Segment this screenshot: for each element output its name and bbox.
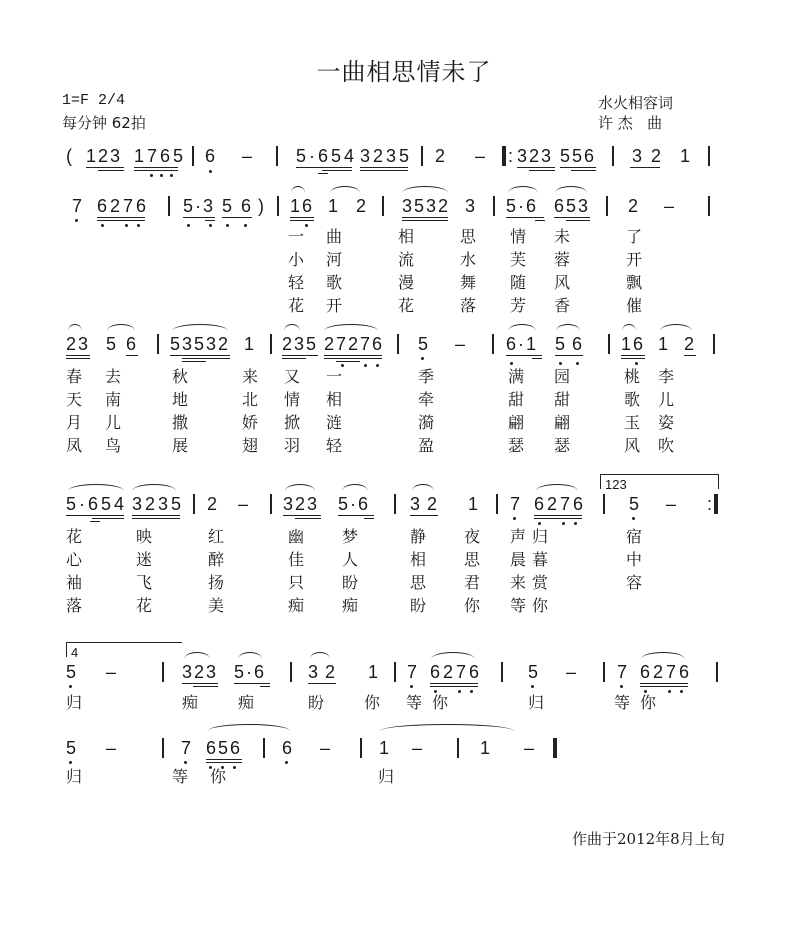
song-title: 一曲相思情未了 — [316, 58, 492, 86]
lyricist-credit: 水火相容词 — [598, 94, 674, 112]
composition-date-note: 作曲于2012年8月上旬 — [572, 830, 725, 848]
tempo-marking: 每分钟 62拍 — [62, 114, 146, 132]
volta-bracket-1: 123 — [600, 474, 719, 489]
key-time-signature: 1=F 2/4 — [62, 92, 126, 109]
composer-credit: 许 杰 曲 — [598, 114, 663, 132]
volta-bracket-2: 4 — [66, 642, 182, 657]
